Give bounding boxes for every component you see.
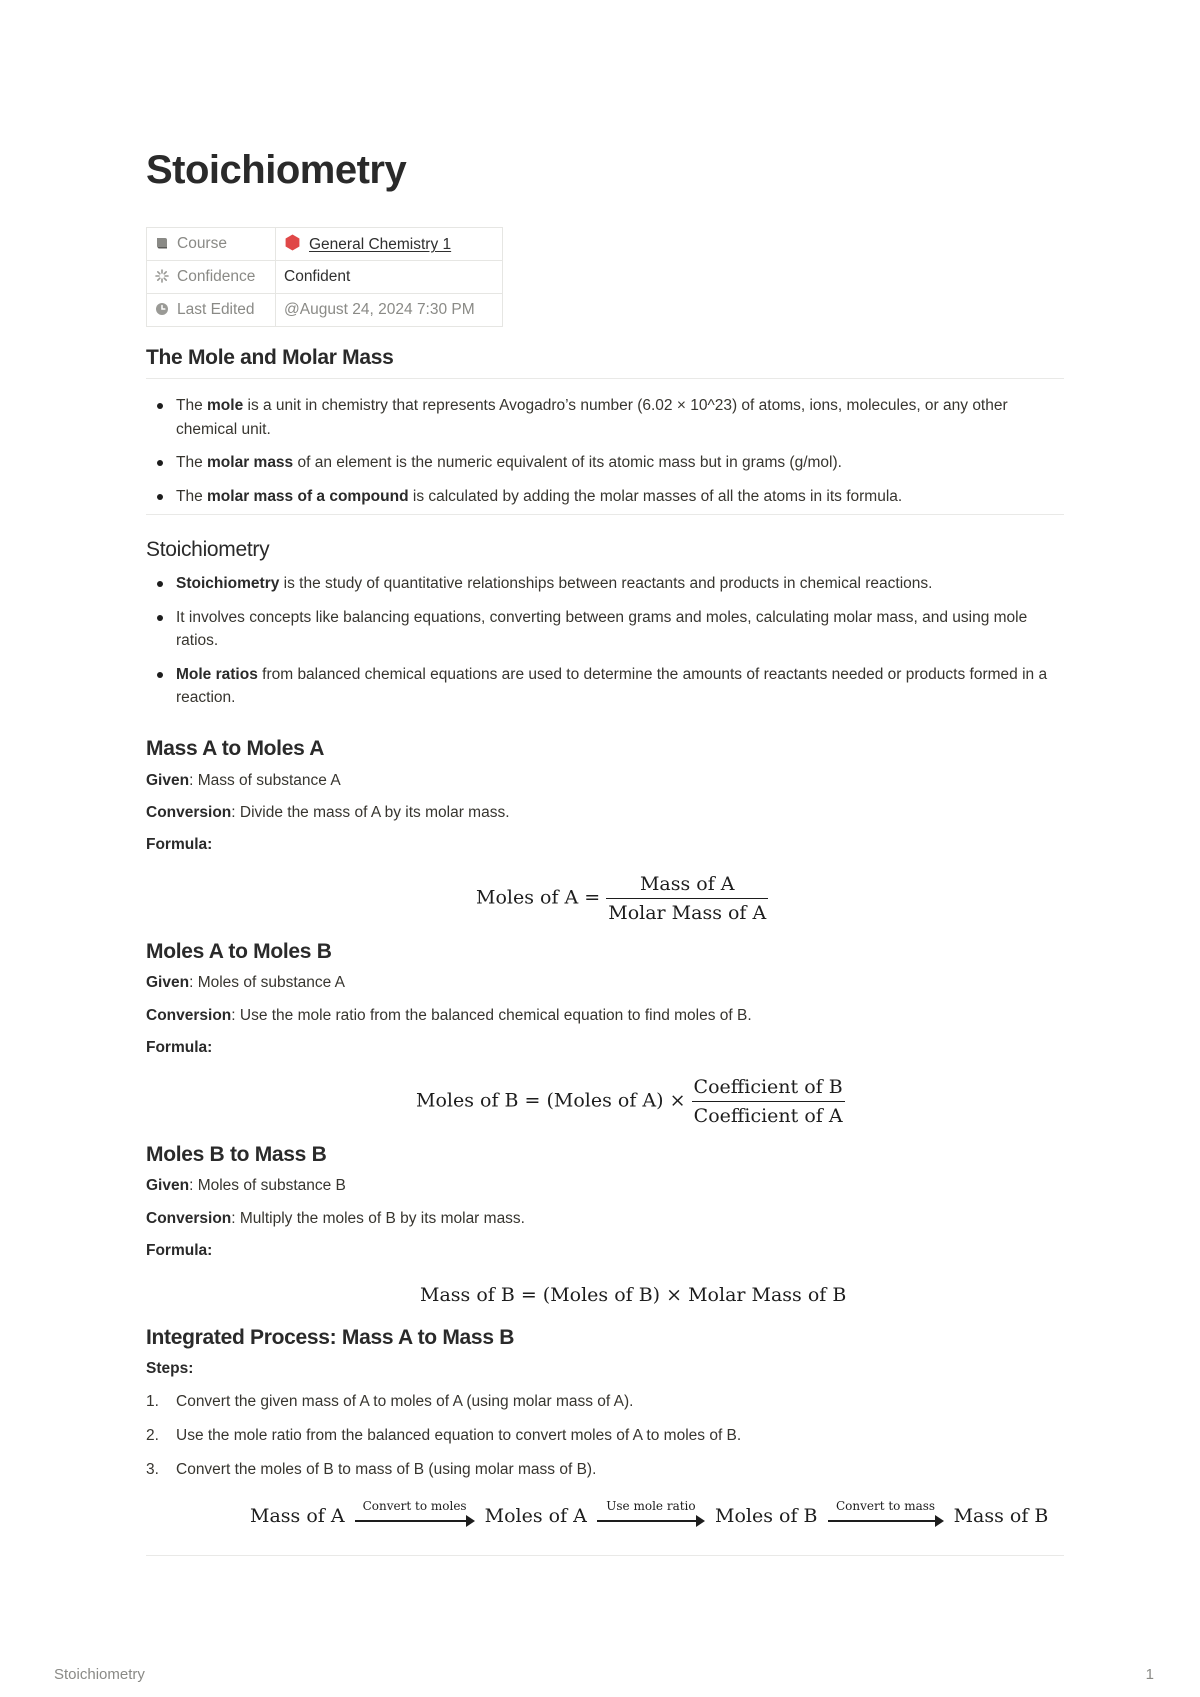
conversion-line: Conversion: Use the mole ratio from the balanced chemical equation to find moles of B.	[146, 1007, 752, 1024]
list-item: The molar mass of an element is the numeric equivalent of its atomic mass but in grams (g/mol).	[146, 451, 1064, 475]
page-title: Stoichiometry	[146, 148, 407, 192]
chain-node: Moles of B	[715, 1505, 818, 1527]
formula-label: Formula:	[146, 1039, 213, 1056]
bullet-list	[146, 572, 1064, 710]
property-key: Confidence	[147, 261, 276, 294]
list-item: It involves concepts like balancing equations, converting between grams and moles, calculating molar mass, and using mole ratios.	[146, 606, 1064, 653]
section-mass-a-to-moles-a	[146, 737, 1064, 856]
page-number: 1	[1145, 1666, 1154, 1683]
formula-moles-to-mass: Mass of B = (Moles of B) × Molar Mass of B	[420, 1284, 847, 1306]
clock-icon	[155, 302, 169, 316]
list-item: Mole ratios from balanced chemical equations are used to determine the amounts of reactants needed or products formed in a reaction.	[146, 663, 1064, 710]
divider	[146, 378, 1064, 379]
fraction: $\frac{\text{Mass of A}}{\text{Molar Mass of A}}$	[608, 873, 767, 924]
steps-label: Steps:	[146, 1360, 194, 1377]
chain-node: Moles of A	[484, 1505, 587, 1527]
conversion-chain	[250, 1499, 1049, 1529]
chain-arrow: Convert to mass	[828, 1505, 944, 1529]
section-mole-molar-mass	[146, 346, 1064, 515]
list-item: 3. Convert the moles of B to mass of B (using molar mass of B).	[146, 1461, 597, 1478]
given-line: Given: Moles of substance A	[146, 974, 346, 991]
list-item: The mole is a unit in chemistry that represents Avogadro’s number (6.02 × 10^23) of atoms, ions, molecules, or any other chemical unit.	[146, 394, 1064, 441]
footer-title: Stoichiometry	[54, 1666, 145, 1683]
given-line: Given: Mass of substance A	[146, 772, 341, 789]
list-item: The molar mass of a compound is calculated by adding the molar masses of all the atoms in its formula.	[146, 485, 1064, 509]
property-value[interactable]: Confident	[276, 261, 503, 294]
property-row-confidence	[147, 261, 503, 294]
chain-node: Mass of B	[953, 1505, 1049, 1527]
numbered-list	[146, 1390, 1064, 1482]
conversion-line: Conversion: Multiply the moles of B by its molar mass.	[146, 1210, 525, 1227]
list-item: Stoichiometry is the study of quantitative relationships between reactants and products in chemical reactions.	[146, 572, 1064, 596]
property-value: @August 24, 2024 7:30 PM	[276, 294, 503, 327]
divider	[146, 514, 1064, 515]
property-key: Course	[147, 228, 276, 261]
property-row-last-edited	[147, 294, 503, 327]
red-hexagon-icon	[284, 234, 301, 251]
property-value	[276, 228, 503, 261]
bullet-list	[146, 394, 1064, 508]
book-icon	[155, 236, 169, 250]
section-heading: The Mole and Molar Mass	[146, 346, 394, 369]
course-link[interactable]: General Chemistry 1	[309, 236, 452, 253]
formula-label: Formula:	[146, 836, 213, 853]
list-item: 1. Convert the given mass of A to moles of A (using molar mass of A).	[146, 1393, 634, 1410]
section-heading: Mass A to Moles A	[146, 737, 325, 760]
properties-table	[146, 227, 503, 327]
chain-arrow: Use mole ratio	[597, 1505, 705, 1529]
section-integrated-process	[146, 1326, 1064, 1482]
section-moles-b-to-mass-b	[146, 1143, 1064, 1262]
given-line: Given: Moles of substance B	[146, 1177, 346, 1194]
fraction: $\frac{\text{Coefficient of B}}{\text{Coefficient of A}}$	[693, 1076, 843, 1127]
list-item: 2. Use the mole ratio from the balanced equation to convert moles of A to moles of B.	[146, 1427, 742, 1444]
section-heading: Stoichiometry	[146, 538, 270, 561]
section-heading: Moles A to Moles B	[146, 940, 332, 963]
section-stoichiometry	[146, 538, 1064, 710]
loader-icon	[155, 269, 169, 283]
property-row-course	[147, 228, 503, 261]
conversion-line: Conversion: Divide the mass of A by its molar mass.	[146, 804, 510, 821]
section-moles-a-to-moles-b	[146, 940, 1064, 1059]
chain-arrow: Convert to moles	[355, 1505, 475, 1529]
section-heading: Integrated Process: Mass A to Mass B	[146, 1326, 515, 1349]
chain-node: Mass of A	[250, 1505, 345, 1527]
section-heading: Moles B to Mass B	[146, 1143, 327, 1166]
divider	[146, 1555, 1064, 1556]
formula-mass-to-moles: Moles of A = $\frac{\text{Mass of A}}{\text{Molar Mass of A}}$	[476, 873, 767, 924]
formula-label: Formula:	[146, 1242, 213, 1259]
property-key: Last Edited	[147, 294, 276, 327]
formula-mole-ratio: Moles of B = (Moles of A) × $\frac{\text{Coefficient of B}}{\text{Coefficient of A}}$	[416, 1076, 843, 1127]
